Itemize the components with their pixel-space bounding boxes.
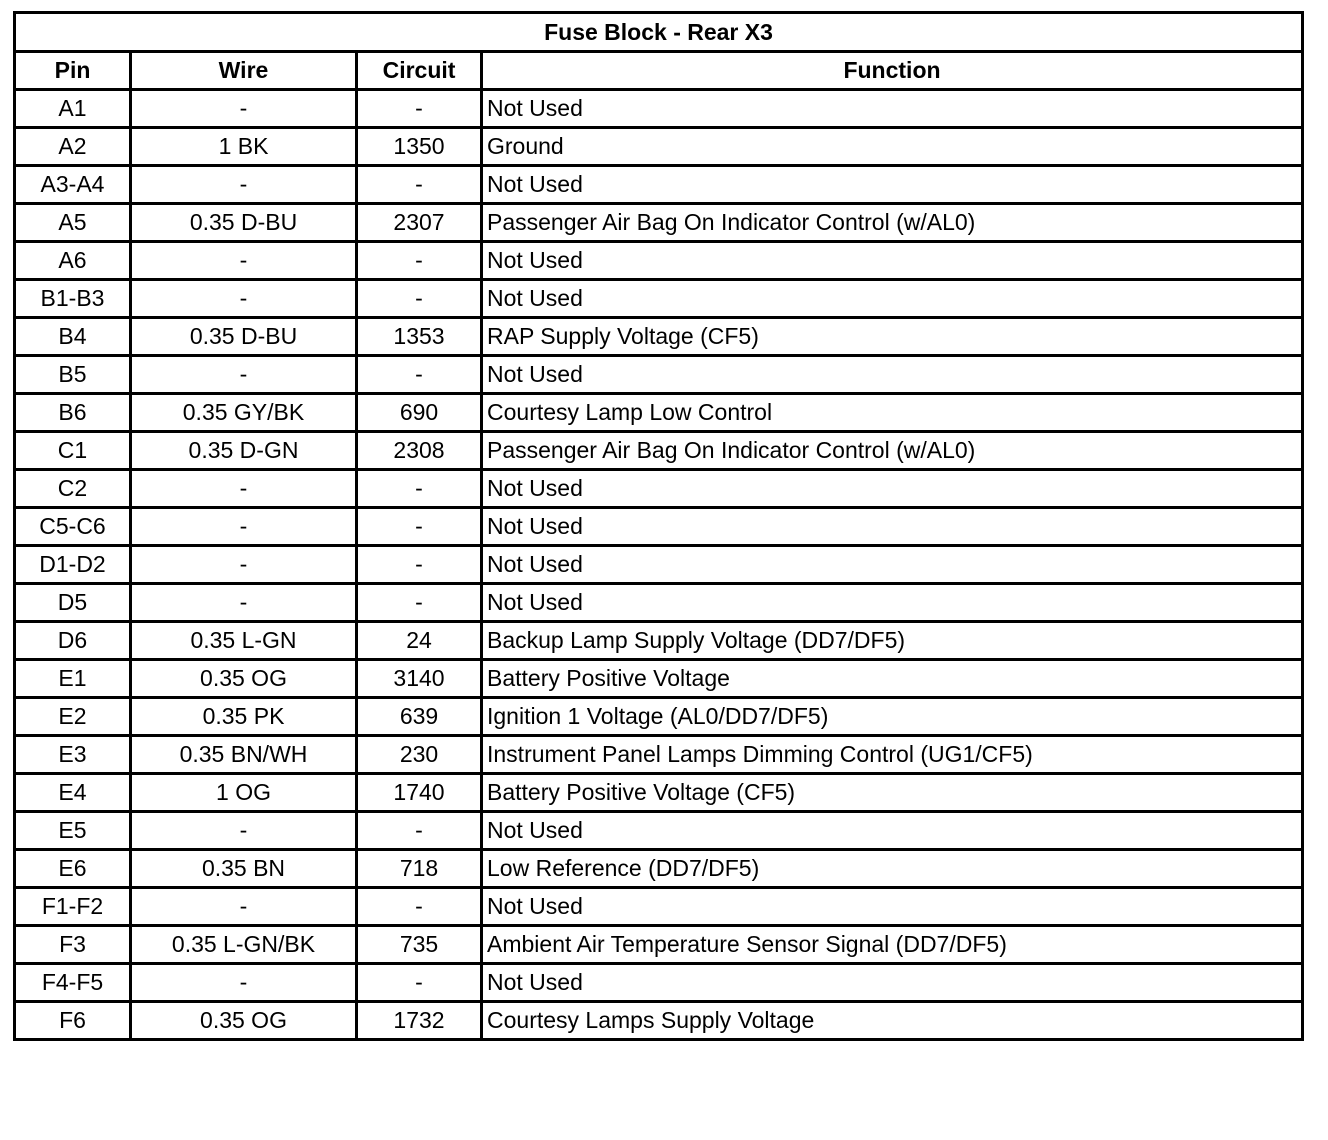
cell-pin: F3 [15, 926, 131, 964]
cell-wire: - [131, 356, 357, 394]
cell-wire: 0.35 D-BU [131, 318, 357, 356]
cell-function: Battery Positive Voltage (CF5) [482, 774, 1303, 812]
cell-wire: 1 OG [131, 774, 357, 812]
cell-pin: C5-C6 [15, 508, 131, 546]
cell-wire: 0.35 BN/WH [131, 736, 357, 774]
cell-function: Not Used [482, 242, 1303, 280]
cell-circuit: 1740 [357, 774, 482, 812]
cell-pin: B5 [15, 356, 131, 394]
cell-pin: E3 [15, 736, 131, 774]
cell-circuit: - [357, 242, 482, 280]
table-row [15, 546, 1303, 584]
table-row [15, 850, 1303, 888]
cell-function: Low Reference (DD7/DF5) [482, 850, 1303, 888]
table-row [15, 470, 1303, 508]
cell-function: Not Used [482, 888, 1303, 926]
cell-pin: A2 [15, 128, 131, 166]
cell-circuit: - [357, 584, 482, 622]
cell-wire: 0.35 BN [131, 850, 357, 888]
cell-circuit: 690 [357, 394, 482, 432]
cell-pin: B4 [15, 318, 131, 356]
cell-wire: 0.35 OG [131, 1002, 357, 1040]
cell-wire: 0.35 GY/BK [131, 394, 357, 432]
table-row [15, 736, 1303, 774]
table-row [15, 318, 1303, 356]
cell-pin: D5 [15, 584, 131, 622]
table-row [15, 242, 1303, 280]
cell-pin: A5 [15, 204, 131, 242]
cell-wire: - [131, 470, 357, 508]
cell-pin: B6 [15, 394, 131, 432]
cell-circuit: - [357, 812, 482, 850]
cell-pin: D1-D2 [15, 546, 131, 584]
table-body [15, 90, 1303, 1040]
cell-function: Ambient Air Temperature Sensor Signal (DD7/DF5) [482, 926, 1303, 964]
cell-circuit: - [357, 90, 482, 128]
cell-wire: 0.35 PK [131, 698, 357, 736]
cell-function: Battery Positive Voltage [482, 660, 1303, 698]
header-function: Function [482, 52, 1303, 90]
cell-wire: 0.35 L-GN [131, 622, 357, 660]
cell-circuit: - [357, 546, 482, 584]
cell-function: Ground [482, 128, 1303, 166]
table-row [15, 660, 1303, 698]
cell-pin: F1-F2 [15, 888, 131, 926]
cell-circuit: - [357, 508, 482, 546]
cell-function: Not Used [482, 470, 1303, 508]
cell-pin: A3-A4 [15, 166, 131, 204]
cell-function: Not Used [482, 508, 1303, 546]
cell-wire: - [131, 964, 357, 1002]
cell-function: Backup Lamp Supply Voltage (DD7/DF5) [482, 622, 1303, 660]
cell-function: Courtesy Lamp Low Control [482, 394, 1303, 432]
cell-circuit: 735 [357, 926, 482, 964]
cell-pin: C2 [15, 470, 131, 508]
cell-pin: E1 [15, 660, 131, 698]
cell-function: Not Used [482, 546, 1303, 584]
table-header-row [15, 52, 1303, 90]
cell-wire: - [131, 508, 357, 546]
cell-circuit: 2307 [357, 204, 482, 242]
cell-circuit: 24 [357, 622, 482, 660]
cell-wire: 0.35 L-GN/BK [131, 926, 357, 964]
table-row [15, 166, 1303, 204]
cell-function: Not Used [482, 356, 1303, 394]
cell-wire: - [131, 242, 357, 280]
cell-circuit: 3140 [357, 660, 482, 698]
table-row [15, 964, 1303, 1002]
table-row [15, 128, 1303, 166]
cell-function: Not Used [482, 584, 1303, 622]
table-row [15, 204, 1303, 242]
cell-function: RAP Supply Voltage (CF5) [482, 318, 1303, 356]
cell-circuit: - [357, 888, 482, 926]
table-title-row [15, 13, 1303, 52]
pinout-table [13, 11, 1304, 1041]
cell-wire: - [131, 812, 357, 850]
cell-circuit: - [357, 166, 482, 204]
table-row [15, 888, 1303, 926]
cell-circuit: - [357, 964, 482, 1002]
cell-function: Not Used [482, 166, 1303, 204]
cell-wire: - [131, 166, 357, 204]
cell-pin: B1-B3 [15, 280, 131, 318]
cell-pin: A1 [15, 90, 131, 128]
cell-function: Courtesy Lamps Supply Voltage [482, 1002, 1303, 1040]
cell-circuit: 1353 [357, 318, 482, 356]
cell-function: Not Used [482, 964, 1303, 1002]
cell-pin: A6 [15, 242, 131, 280]
header-circuit: Circuit [357, 52, 482, 90]
cell-function: Passenger Air Bag On Indicator Control (w/AL0) [482, 204, 1303, 242]
cell-wire: - [131, 546, 357, 584]
cell-function: Instrument Panel Lamps Dimming Control (UG1/CF5) [482, 736, 1303, 774]
cell-wire: - [131, 888, 357, 926]
cell-function: Ignition 1 Voltage (AL0/DD7/DF5) [482, 698, 1303, 736]
cell-circuit: - [357, 280, 482, 318]
cell-circuit: 718 [357, 850, 482, 888]
table-row [15, 774, 1303, 812]
table-row [15, 508, 1303, 546]
cell-function: Not Used [482, 280, 1303, 318]
cell-function: Not Used [482, 812, 1303, 850]
cell-circuit: 2308 [357, 432, 482, 470]
cell-wire: 0.35 D-GN [131, 432, 357, 470]
header-wire: Wire [131, 52, 357, 90]
cell-pin: E6 [15, 850, 131, 888]
cell-function: Not Used [482, 90, 1303, 128]
cell-pin: E4 [15, 774, 131, 812]
table-row [15, 432, 1303, 470]
cell-pin: F6 [15, 1002, 131, 1040]
header-pin: Pin [15, 52, 131, 90]
table-row [15, 280, 1303, 318]
table-row [15, 1002, 1303, 1040]
cell-circuit: - [357, 470, 482, 508]
cell-pin: F4-F5 [15, 964, 131, 1002]
cell-function: Passenger Air Bag On Indicator Control (w/AL0) [482, 432, 1303, 470]
cell-circuit: 1732 [357, 1002, 482, 1040]
cell-wire: 0.35 D-BU [131, 204, 357, 242]
cell-circuit: - [357, 356, 482, 394]
cell-pin: C1 [15, 432, 131, 470]
cell-circuit: 230 [357, 736, 482, 774]
table-row [15, 356, 1303, 394]
table-title: Fuse Block - Rear X3 [15, 13, 1303, 52]
cell-circuit: 639 [357, 698, 482, 736]
table-row [15, 90, 1303, 128]
table-row [15, 584, 1303, 622]
cell-wire: - [131, 90, 357, 128]
table-row [15, 394, 1303, 432]
cell-wire: 1 BK [131, 128, 357, 166]
table-row [15, 622, 1303, 660]
cell-pin: E2 [15, 698, 131, 736]
table-row [15, 812, 1303, 850]
cell-wire: - [131, 584, 357, 622]
table-row [15, 926, 1303, 964]
table-row [15, 698, 1303, 736]
cell-wire: - [131, 280, 357, 318]
cell-circuit: 1350 [357, 128, 482, 166]
cell-wire: 0.35 OG [131, 660, 357, 698]
cell-pin: D6 [15, 622, 131, 660]
cell-pin: E5 [15, 812, 131, 850]
